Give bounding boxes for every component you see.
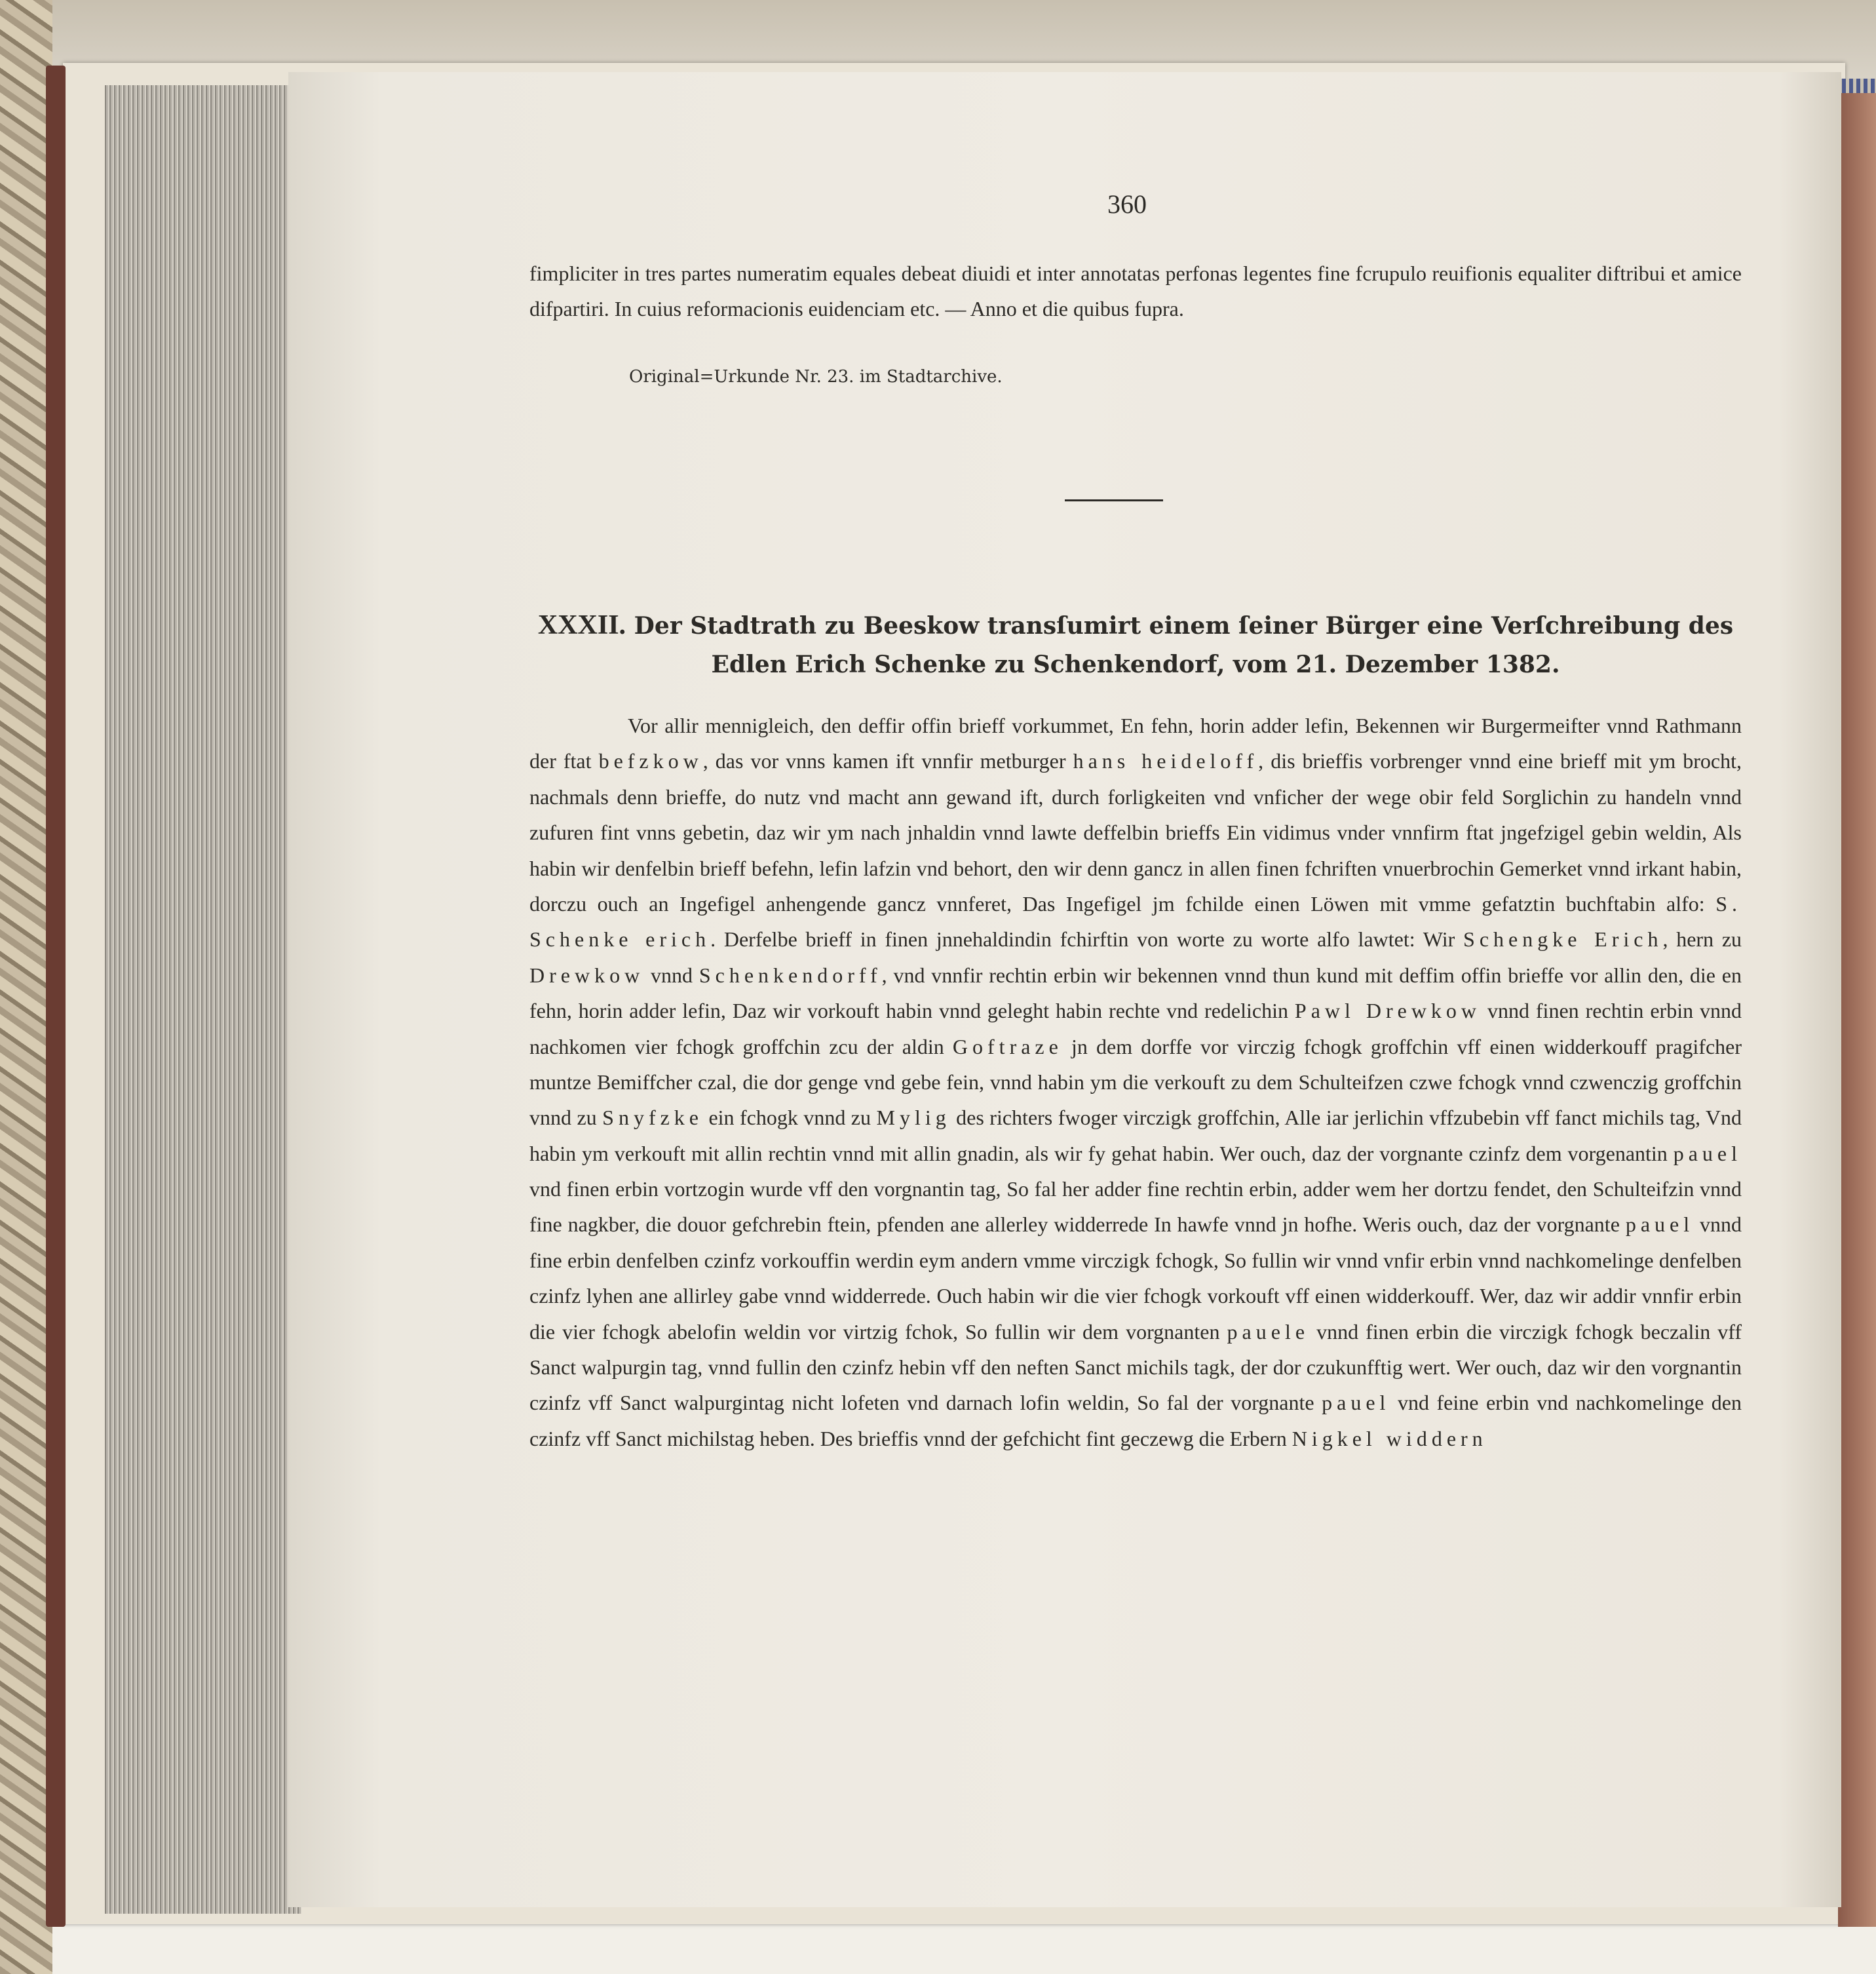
body-segment: vnnd fine erbin denfelben czinfz vorkouffin werdin eym andern vmme virczigk fchogk, So fullin wir vnnd vnfir erbin vnnd nachkomelinge denfelben czinfz lyhen ane allirley gabe vnnd widderrede. Ouch habin wir die vier fchogk vorkouft vff einen widderkouff. Wer, daz wir addir vnnfir erbin die vier fchogk abelofin weldin vor virtzig fchok, So fullin wir dem vorgnanten [529,1212,1742,1344]
spaced-name: Mylig [876,1106,951,1130]
spaced-name: befzkow [598,749,703,773]
continuation-paragraph: fimpliciter in tres partes numeratim equales debeat diuidi et inter annotatas perfonas legentes fine fcrupulo reuifionis equaliter diftribui et amice difpartiri. In cuius reformacionis euidenciam etc. — Anno et die quibus fupra. [529,261,1742,321]
document-body [529,708,1742,1456]
page-fore-edge [105,85,301,1914]
body-segment: vnnd [644,963,699,987]
spaced-name: pauel [1673,1141,1742,1165]
spaced-name: Pawl Drewkow [1294,999,1482,1023]
body-segment: Vor allir mennigleich, den deffir offin brieff vorkummet, En fehn, horin adder lefin, Bekennen wir Burgermeifter vnnd Rathmann der ftat [529,714,1742,773]
document-number: XXXII. [537,610,626,640]
body-segment: jn dem dorffe vor virczig fchogk groffchin vff einen widderkouff pragifcher muntze Bemiffcher czal, die dor genge vnd gebe fein, vnnd habin ym die verkouft zu dem Schulteifzen czwe fchogk vnnd czwenczig groffchin vnnd zu [529,1034,1742,1130]
spaced-name: pauel [1625,1212,1694,1237]
spaced-name: Snyfzke [602,1106,703,1130]
document-heading [529,604,1742,684]
spaced-name: hans heideloff [1073,749,1259,773]
spaced-name: Schengke Erich [1463,927,1663,952]
body-segment: , dis brieffis vorbrenger vnnd eine brieff mit ym brocht, nachmals denn brieffe, do nutz vnd macht ann gewand ift, durch forligkeiten vnd vnficher der wege obir feld Sorglichin zu handeln vnnd zufuren fint vnns gebetin, daz wir ym nach jnhaldin vnnd lawte deffelbin brieffs Ein vidimus vnder vnnfirm ftat jngefzigel gebin weldin, Als habin wir denfelbin brieff befehn, lefin lafzin vnd behort, den wir denn gancz in allen finen fchriften vnuerbrochin Gemerket vnnd irkant habin, dorczu ouch an Ingefigel anhengende gancz vnnferet, Das Ingefigel jm fchilde einen Löwen mit vmme gefatztin buchftabin alfo: [529,749,1742,916]
spaced-name: Goftraze [952,1034,1063,1058]
body-segment: vnnd finen erbin die virczigk fchogk beczalin vff Sanct walpurgin tag, vnnd fullin den czinfz hebin vff den neften Sanct michils tagk, der dor czukunfftig wert. Wer ouch, daz wir den vorgnantin czinfz vff Sanct walpurgintag nicht lofeten vnd darnach lofin weldin, So fal der vorgnante [529,1319,1742,1415]
spaced-name: Schenkendorff [699,963,882,987]
right-cover-edge [1838,79,1876,1927]
body-segment: vnd feine erbin vnd nachkomelinge den czinfz vff Sanct michilstag heben. Des brieffis vnnd der gefchicht fint geczewg die Erbern [529,1391,1742,1450]
body-segment: , das vor vnns kamen ift vnnfir metburger [702,749,1073,773]
body-segment: vnnd finen rechtin erbin vnnd nachkomen vier fchogk groffchin zcu der aldin [529,999,1742,1058]
body-segment: des richters fwoger virczigk groffchin, Alle iar jerlichin vffzubebin vff fanct michils tag, Vnd habin ym verkouft mit allin rechtin vnnd mit allin gnadin, als wir fy gehat habin. Wer ouch, daz der vorgnante czinfz dem vorgenantin [529,1106,1742,1165]
spaced-name: pauele [1227,1319,1310,1344]
source-note: Original=Urkunde Nr. 23. im Stadtarchive. [629,367,1003,387]
spaced-name: S. Schenke erich [529,891,1742,952]
section-divider [1065,499,1163,501]
spaced-name: Nigkel widdern [1292,1426,1487,1450]
page-number: 360 [1107,189,1147,219]
marbled-cover [0,0,52,1974]
document-title: Der Stadtrath zu Beeskow transſumirt einem ſeiner Bürger eine Verſchreibung des Edlen Erich Schenke zu Schenkendorf, vom 21. Dezember 1382. [634,612,1734,679]
spaced-name: pauel [1322,1391,1390,1415]
body-segment: ein fchogk vnnd zu [703,1106,877,1130]
body-segment: , vnd vnnfir rechtin erbin wir bekennen vnnd thun kund mit deffim offin brieffe vor allin den, die en fehn, horin adder lefin, Daz wir vorkouft habin vnnd geleght habin rechte vnd redelichin [529,963,1742,1023]
cover-spine-edge [46,66,66,1927]
body-segment: , hern zu [1662,927,1742,952]
spaced-name: Drewkow [529,963,645,987]
body-segment: . Derfelbe brieff in finen jnnehaldindin fchirftin von worte zu worte alfo lawtet: Wir [710,927,1464,952]
body-segment: vnd finen erbin vortzogin wurde vff den vorgnantin tag, So fal her adder fine rechtin erbin, adder wem her dortzu fendet, den Schulteifzin vnnd fine nagkber, die douor gefchrebin ftein, pfenden ane allerley widderrede In hawfe vnnd jn hofhe. Weris ouch, daz der vorgnante [529,1177,1742,1237]
